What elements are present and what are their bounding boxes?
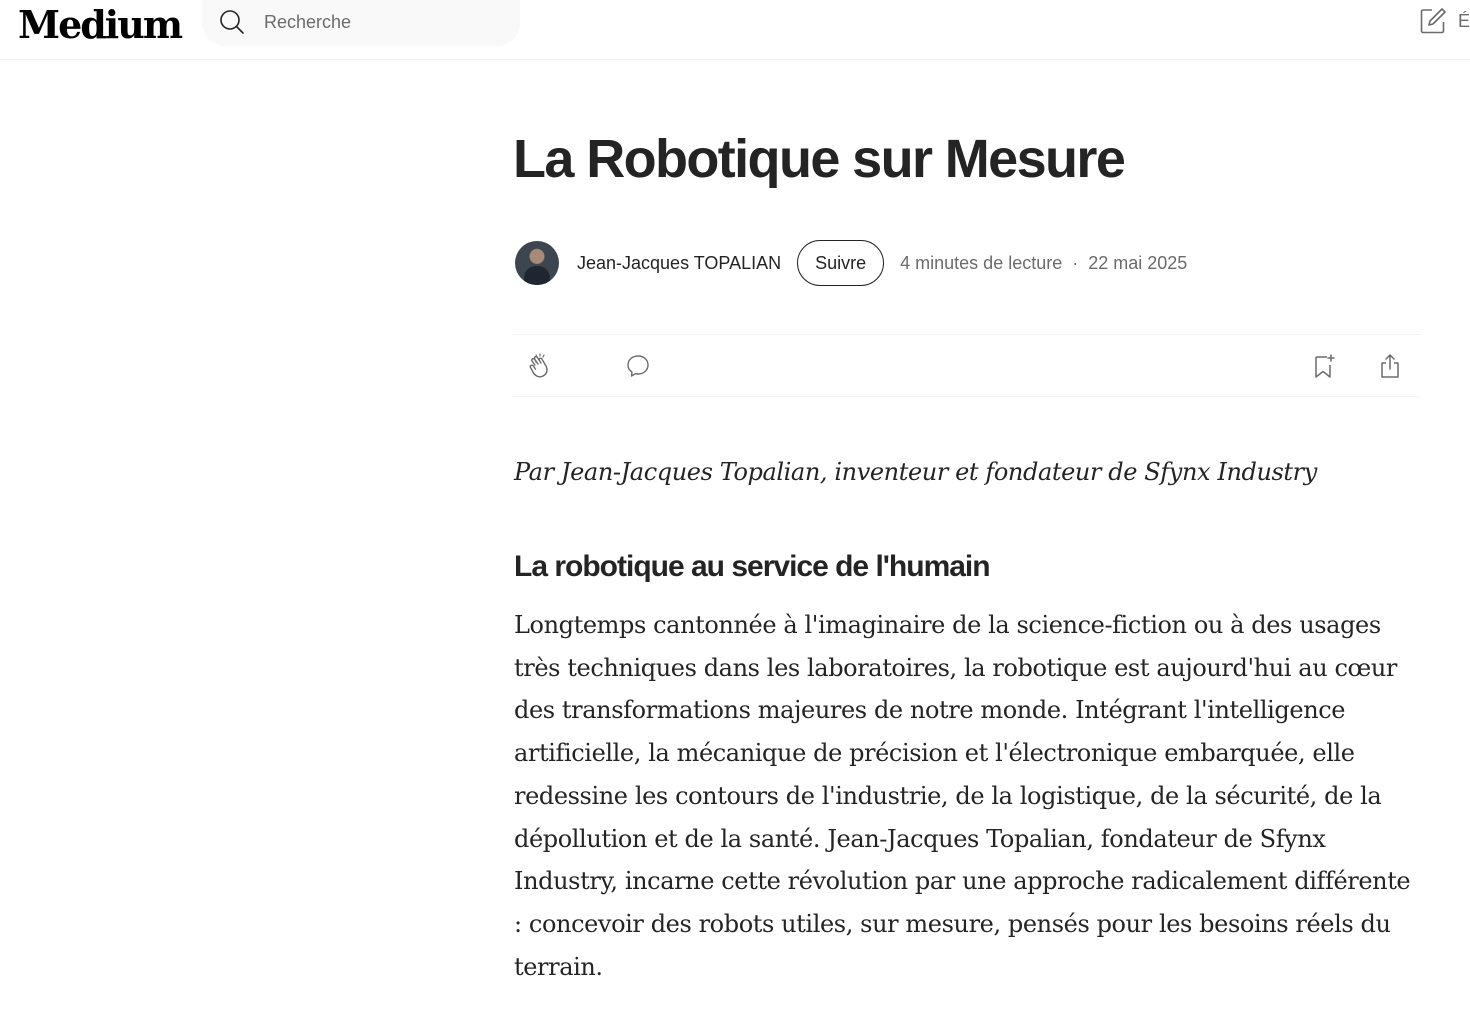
follow-button[interactable]: Suivre [797,240,884,286]
article-paragraph: Longtemps cantonnée à l'imaginaire de la science-fiction ou à des usages très techniques dans les laboratoires, la robotique est aujourd'hui au cœur des transformations majeures de notre monde. Intégrant l'intelligence artificielle, la mécanique de précision et l'électronique embarquée, elle redessine les contours de l'industrie, de la logistique, de la sécurité, de la dépollution et de la santé. Jean-Jacques Topalian, fondateur de Sfynx Industry, incarne cette révolution par une approche radicalement différente : concevoir des robots utiles, sur mesure, pensés pour les besoins réels du terrain. [514,611,1411,981]
comment-icon[interactable] [623,351,653,381]
search-icon[interactable] [218,8,246,36]
search-input[interactable]: Recherche [264,12,352,32]
clap-icon[interactable] [525,351,555,381]
write-button[interactable] [1418,6,1470,36]
medium-logo[interactable]: Medium [18,2,182,47]
write-icon [1418,6,1448,36]
write-label[interactable]: É [1458,10,1470,31]
article-action-bar [513,334,1421,397]
section-heading: La robotique au service de l'humain [514,550,990,583]
article-meta [900,253,1187,274]
meta-separator: · [1072,252,1079,273]
article-intro: Par Jean-Jacques Topalian, inventeur et fondateur de Sfynx Industry [514,458,1317,486]
read-time: 4 minutes de lecture [900,252,1063,273]
share-icon[interactable] [1375,351,1405,381]
search-box[interactable] [202,0,520,46]
byline [515,240,1187,286]
author-name[interactable]: Jean-Jacques TOPALIAN [577,252,782,273]
bookmark-add-icon[interactable] [1309,351,1339,381]
author-avatar[interactable] [515,241,559,285]
top-bar [0,0,1470,60]
article-title: La Robotique sur Mesure [513,129,1125,189]
publish-date: 22 mai 2025 [1088,252,1188,273]
